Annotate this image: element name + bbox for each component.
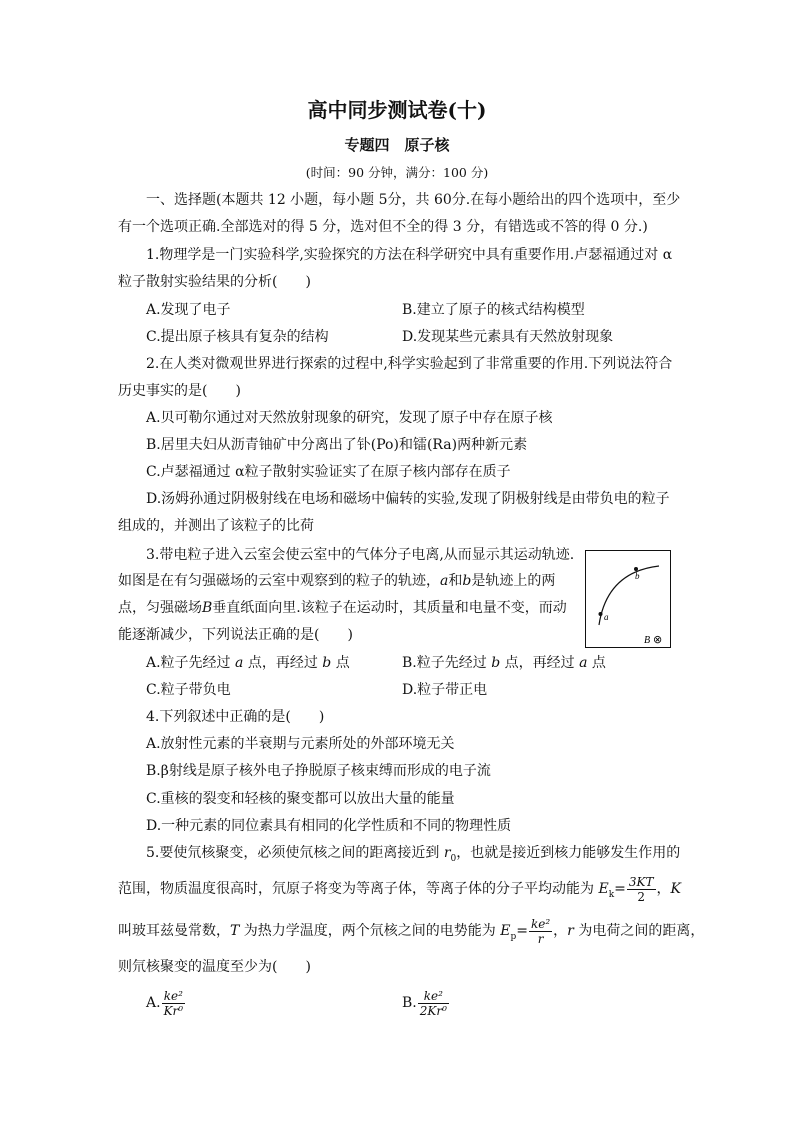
q3-option-d: D.粒子带正电 [402, 682, 488, 698]
time-score-note: (时间：90 分钟，满分：100 分) [305, 165, 489, 180]
page-title: 高中同步测试卷(十) [307, 98, 487, 122]
cloud-chamber-figure [585, 550, 671, 648]
q5-option-b: B. $\frac{\text{ke²}}{\text{2Kr⁰}}$ [402, 988, 447, 1018]
option-a-fraction: $\frac{\text{ke²}}{\text{Kr⁰}}$ [163, 988, 184, 1018]
q1-stem-line1: 1.物理学是一门实验科学,实验探究的方法在科学研究中具有重要作用.卢瑟福通过对 α [146, 247, 673, 263]
q2-option-d-line1: D.汤姆孙通过阴极射线在电场和磁场中偏转的实验,发现了阴极射线是由带负电的粒子 [146, 491, 670, 507]
kinetic-energy-fraction: $\frac{3KT}{2}$ [628, 874, 654, 904]
section-instructions-line1: 一、选择题(本题共 12 小题，每小题 5分，共 60分.在每小题给出的四个选项中，至少 [146, 192, 681, 208]
field-label: B [644, 635, 651, 646]
q1-option-d: D.发现某些元素具有天然放射现象 [402, 329, 614, 345]
option-b-fraction: $\frac{\text{ke²}}{\text{2Kr⁰}}$ [419, 988, 447, 1018]
q2-stem-line1: 2.在人类对微观世界进行探索的过程中,科学实验起到了非常重要的作用.下列说法符合 [146, 356, 673, 372]
q4-option-c: C.重核的裂变和轻核的聚变都可以放出大量的能量 [146, 791, 455, 807]
q2-option-c: C.卢瑟福通过 α粒子散射实验证实了在原子核内部存在质子 [146, 464, 511, 480]
q1-option-b: B.建立了原子的核式结构模型 [402, 302, 585, 318]
q5-stem-line3: 叫玻耳兹曼常数，T 为热力学温度，两个氘核之间的电势能为 $E_p=$ $\frac{\text{ke²}}{r}$ ，r 为电荷之间的距离， [118, 916, 705, 946]
q2-stem-line2: 历史事实的是( ) [118, 383, 241, 399]
q5-stem-line4: 则氘核聚变的温度至少为( ) [118, 959, 311, 975]
q3-option-a: A.粒子先经过 a 点，再经过 b 点 [146, 655, 350, 671]
q3-stem-line3: 点，匀强磁场B垂直纸面向里.该粒子在运动时，其质量和电量不变，而动 [118, 600, 567, 616]
field-into-page-icon: ⊗ [653, 633, 663, 646]
point-b-label: b [635, 571, 640, 581]
trajectory-diagram [585, 550, 671, 648]
q4-stem: 4.下列叙述中正确的是( ) [146, 709, 325, 725]
section-subtitle: 专题四 原子核 [344, 136, 450, 154]
q2-option-d-line2: 组成的，并测出了该粒子的比荷 [118, 518, 314, 534]
q4-option-b: B.β射线是原子核外电子挣脱原子核束缚而形成的电子流 [146, 763, 491, 779]
q1-option-c: C.提出原子核具有复杂的结构 [146, 329, 329, 345]
q5-stem-line2: 范围，物质温度很高时，氘原子将变为等离子体，等离子体的分子平均动能为 $E_k=$ $\frac{3KT}{2}$ ，K [118, 874, 681, 904]
q2-option-a: A.贝可勒尔通过对天然放射现象的研究，发现了原子中存在原子核 [146, 410, 553, 426]
potential-energy-fraction: $\frac{\text{ke²}}{r}$ [530, 916, 551, 946]
q4-option-a: A.放射性元素的半衰期与元素所处的外部环境无关 [146, 736, 455, 752]
q1-stem-line2: 粒子散射实验结果的分析( ) [118, 274, 311, 290]
q2-option-b: B.居里夫妇从沥青铀矿中分离出了钋(Po)和镭(Ra)两种新元素 [146, 437, 528, 453]
q3-option-c: C.粒子带负电 [146, 682, 231, 698]
q3-option-b: B.粒子先经过 b 点，再经过 a 点 [402, 655, 606, 671]
q5-stem-line1: 5.要使氘核聚变，必须使氘核之间的距离接近到 $r_0$，也就是接近到核力能够发生作用的 [146, 845, 681, 864]
q4-option-d: D.一种元素的同位素具有相同的化学性质和不同的物理性质 [146, 818, 512, 834]
section-instructions-line2: 有一个选项正确.全部选对的得 5 分，选对但不全的得 3 分，有错选或不答的得 0 分.) [118, 219, 648, 235]
q3-stem-line2: 如图是在有匀强磁场的云室中观察到的粒子的轨迹，a和b是轨迹上的两 [118, 573, 556, 589]
q3-stem-line4: 能逐渐减少，下列说法正确的是( ) [118, 627, 353, 643]
point-a-label: a [604, 612, 609, 622]
point-a-marker [599, 612, 603, 616]
q3-stem-line1: 3.带电粒子进入云室会使云室中的气体分子电离,从而显示其运动轨迹. [146, 547, 575, 563]
q5-option-a: A. $\frac{\text{ke²}}{\text{Kr⁰}}$ [146, 988, 184, 1018]
q1-option-a: A.发现了电子 [146, 302, 231, 318]
